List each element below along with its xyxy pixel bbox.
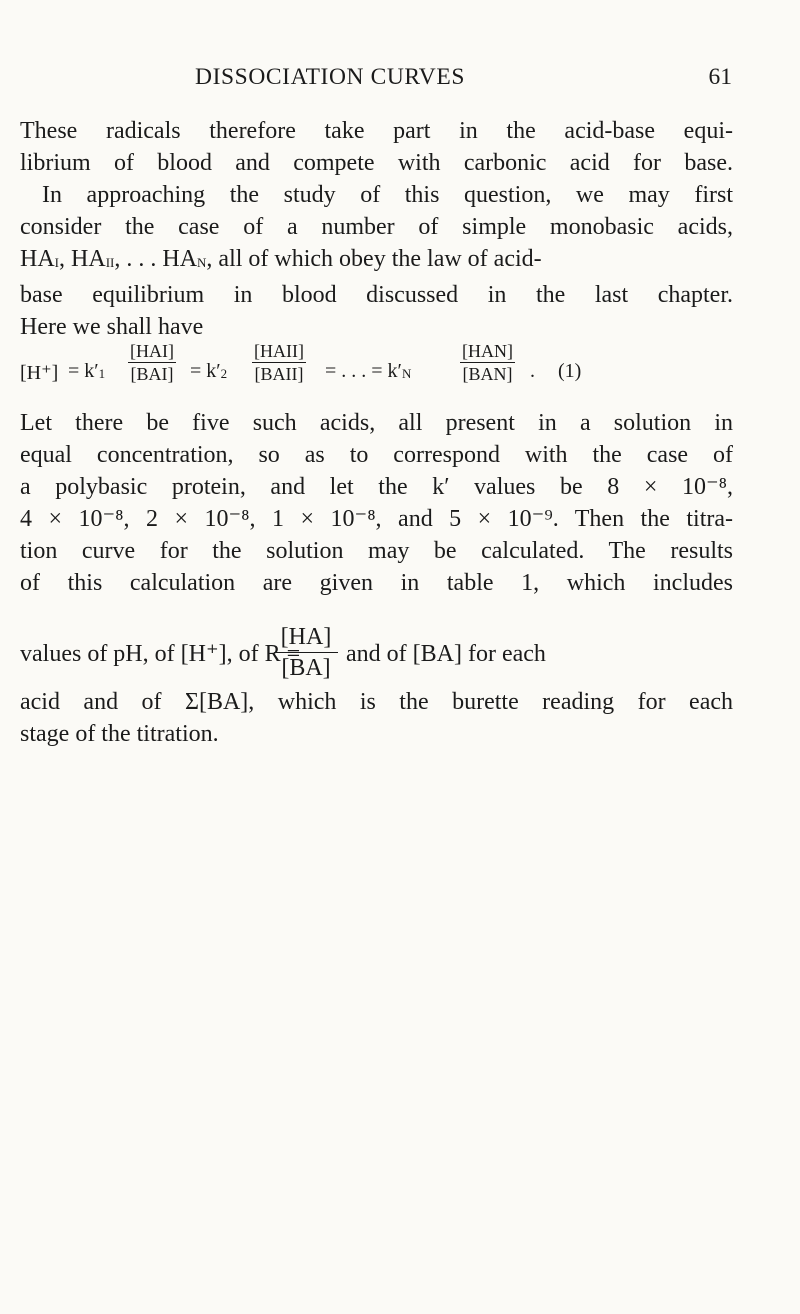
equation-equals-k2: = k′2	[190, 360, 228, 382]
text-line: In approaching the study of this question, we may first	[42, 182, 733, 208]
fraction-2-numerator: [HAII]	[254, 341, 304, 361]
equation-lhs: [H⁺]	[20, 362, 59, 384]
page-header	[0, 64, 800, 104]
text-line: Here we shall have	[20, 314, 204, 340]
equation-1	[20, 340, 740, 400]
equation-period: .	[530, 360, 535, 382]
text-line: librium of blood and compete with carbonic acid for base.	[20, 150, 733, 176]
text-line: consider the case of a number of simple monobasic acids,	[20, 214, 733, 240]
equation-number: (1)	[558, 360, 582, 382]
r-fraction-denominator: [BA]	[281, 655, 331, 681]
page-number: 61	[708, 64, 732, 90]
fraction-1-denominator: [BAI]	[130, 364, 174, 384]
r-fraction-numerator: [HA]	[274, 622, 338, 653]
equation-equals-k1: = k′1	[68, 360, 106, 382]
equation-ellipsis-kn: = . . . = k′N	[325, 360, 412, 382]
text-line: HAI, HAII, . . . HAN, all of which obey the law of acid-	[20, 246, 542, 272]
text-line: equal concentration, so as to correspond with the case of	[20, 442, 733, 468]
fraction-1-numerator: [HAI]	[130, 341, 174, 361]
text-line: 4 × 10⁻⁸, 2 × 10⁻⁸, 1 × 10⁻⁸, and 5 × 10⁻⁹. Then the titra-	[20, 506, 733, 532]
fraction-n-denominator: [BAN]	[462, 364, 513, 384]
text-line: a polybasic protein, and let the k′ values be 8 × 10⁻⁸,	[20, 474, 733, 500]
paragraph-2	[20, 407, 733, 599]
text-line: These radicals therefore take part in the acid-base equi-	[20, 118, 733, 144]
r-fraction	[274, 622, 338, 683]
fraction-n-numerator: [HAN]	[462, 341, 513, 361]
fraction-n	[460, 340, 515, 385]
text-line: tion curve for the solution may be calculated. The results	[20, 538, 733, 564]
running-head: DISSOCIATION CURVES	[195, 64, 466, 90]
text-line: acid and of Σ[BA], which is the burette reading for each	[20, 689, 733, 715]
text-line: Let there be five such acids, all present in a solution in	[20, 410, 733, 436]
paragraph-3	[20, 622, 733, 750]
text-line: stage of the titration.	[20, 721, 219, 747]
text-line: of this calculation are given in table 1, which includes	[20, 570, 733, 596]
fraction-1	[128, 340, 176, 385]
text-segment: and of [BA] for each	[346, 641, 546, 667]
fraction-2	[252, 340, 306, 385]
text-segment: values of pH, of [H⁺], of R =	[20, 641, 301, 667]
text-line: base equilibrium in blood discussed in the last chapter.	[20, 282, 733, 308]
paragraph-1	[20, 115, 733, 343]
fraction-2-denominator: [BAII]	[254, 364, 304, 384]
text-line-with-fraction	[20, 622, 733, 686]
